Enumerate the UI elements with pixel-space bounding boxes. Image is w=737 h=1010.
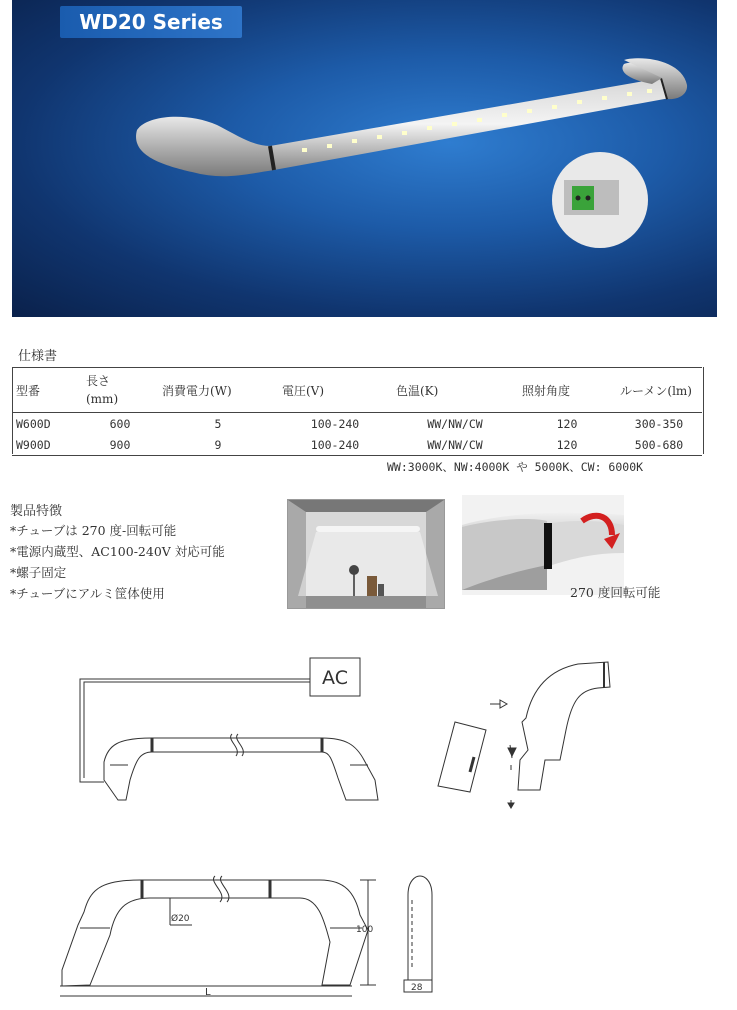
diameter-label: Ø20 <box>171 914 190 924</box>
cell-model: W900D <box>12 434 82 456</box>
width-label: 28 <box>411 983 423 993</box>
cell-voltage: 100-240 <box>278 434 392 456</box>
cell-power: 5 <box>214 416 222 431</box>
header-lumen: ルーメン(lm) <box>616 368 702 413</box>
header-power: 消費電力(W) <box>158 368 278 413</box>
list-item: * 電源内蔵型、AC100-240V 対応可能 <box>10 541 225 562</box>
series-title: WD20 Series <box>60 6 242 38</box>
cell-lumen: 300-350 <box>634 416 684 431</box>
cell-voltage: 100-240 <box>310 416 360 431</box>
side-dimension-drawing <box>404 876 432 993</box>
header-beam-angle: 照射角度 <box>518 368 616 413</box>
cell-color-temp: WW/NW/CW <box>392 434 518 456</box>
wiring-diagram <box>80 658 378 800</box>
cell-length: 600 <box>109 416 131 431</box>
list-item: * 螺子固定 <box>10 562 225 583</box>
ac-label: AC <box>322 667 348 689</box>
height-label: 100 <box>356 925 374 935</box>
front-dimension-drawing <box>60 876 376 998</box>
cell-color-temp: WW/NW/CW <box>427 416 483 431</box>
cell-beam-angle: 120 <box>556 416 578 431</box>
installation-detail <box>438 662 610 808</box>
header-color-temp: 色温(K) <box>392 368 518 413</box>
spec-title: 仕様書 <box>18 349 58 364</box>
cell-length: 900 <box>82 434 158 456</box>
cell-beam-angle: 120 <box>518 434 616 456</box>
list-item: * チューブは 270 度-回転可能 <box>10 520 225 541</box>
header-model: 型番 <box>12 368 82 413</box>
header-voltage: 電圧(V) <box>278 368 392 413</box>
color-temp-note: WW:3000K、NW:4000K や 5000K、CW: 6000K <box>387 460 644 474</box>
cell-lumen: 500-680 <box>616 434 702 456</box>
list-item: * チューブにアルミ筐体使用 <box>10 583 225 604</box>
features-title: 製品特徴 <box>10 504 63 519</box>
header-length: 長さ (mm) <box>82 368 158 413</box>
rotation-caption: 270 度回転可能 <box>570 585 661 600</box>
cell-model: W600D <box>16 416 51 431</box>
length-label: L <box>205 987 211 998</box>
cell-power: 9 <box>158 434 278 456</box>
